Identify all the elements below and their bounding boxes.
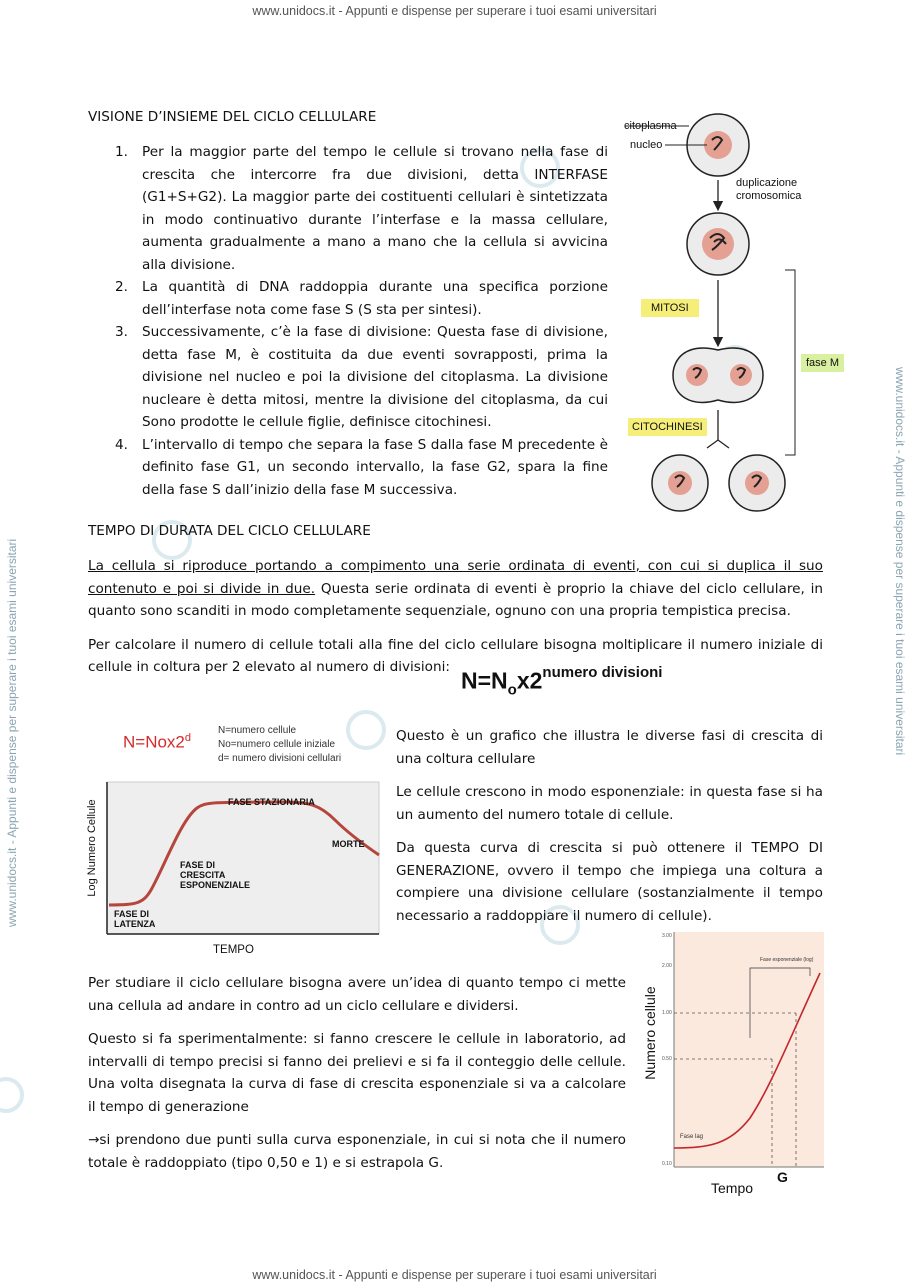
experiment-description: [88, 972, 626, 1185]
paragraph: Per studiare il ciclo cellulare bisogna avere un’idea di quanto tempo ci mette una cellula ad andare in contro ad un ciclo cellulare e dividersi.: [88, 975, 626, 1014]
paragraph: Questo si fa sperimentalmente: si fanno crescere le cellule in laboratorio, ad intervalli di tempo precisi si fanno dei prelievi e si fa il conteggio delle cellule. Una volta disegnata la curva di fase di crescita esponenziale si va a calcolare il tempo di generazione: [88, 1031, 626, 1115]
gen-xlabel: Tempo: [711, 1180, 754, 1196]
gen-ylabel: Numero cellule: [642, 986, 658, 1080]
label-line: FASE DI: [180, 860, 216, 870]
section-heading-duration: TEMPO DI DURATA DEL CICLO CELLULARE: [88, 523, 371, 539]
watermark-left: www.unidocs.it - Appunti e dispense per superare i tuoi esami universitari: [5, 538, 19, 927]
label-line: LATENZA: [114, 919, 156, 929]
label-cromosomica: cromosomica: [736, 190, 802, 202]
formula-x2: x2: [516, 667, 543, 694]
paragraph: [88, 555, 823, 623]
watermark-right: www.unidocs.it - Appunti e dispense per superare i tuoi esami universitari: [893, 367, 907, 756]
list-number: 4.: [115, 436, 128, 453]
label-fase-m: fase M: [801, 354, 844, 372]
list-item: [88, 321, 608, 434]
paragraph: →si prendono due punti sulla curva esponenziale, in cui si nota che il numero totale è raddoppiato (tipo 0,50 e 1) e si estrapola G.: [88, 1132, 626, 1171]
label-line: ESPONENZIALE: [180, 880, 251, 890]
legend-line: No=numero cellule iniziale: [218, 739, 336, 750]
gen-ytick: 1.00: [662, 1010, 672, 1016]
formula-exponent: numero divisioni: [542, 664, 663, 681]
label-duplicazione: duplicazione: [736, 177, 798, 189]
paragraph-rest: Questa serie ordinata di eventi è proprio la chiave del ciclo cellulare, in quanto sono scanditi in modo completamente sequenziale, ognuno con una propria tempistica precisa.: [88, 580, 823, 619]
growth-legend: [218, 724, 341, 766]
label-lag: [114, 909, 155, 929]
list-text: Successivamente, c’è la fase di divisione: Questa fase di divisione, detta fase M, è costituita da due eventi sovrapposti, prima la divisione nel nucleo e poi la divisione del citoplasma. La divisione nucleare è detta mitosi, mentre la divisione del citoplasma, da cui Sono prodotte le cellule figlie, definisce citochinesi.: [142, 324, 608, 430]
list-text: L’intervallo di tempo che separa la fase S dalla fase M precedente è definito fase G1, un secondo intervallo, la fase G2, spara la fine della fase S dall’inizio della fase M successiva.: [142, 436, 608, 498]
growth-formula-text: N=Nox2: [123, 732, 185, 752]
paragraph: Questo è un grafico che illustra le diverse fasi di crescita di una coltura cellulare: [396, 728, 823, 767]
list-number: 1.: [115, 144, 128, 160]
label-stationary: FASE STAZIONARIA: [228, 797, 315, 807]
growth-formula-exp: d: [184, 732, 192, 744]
dividing-cell: [673, 348, 763, 402]
gen-ytick: 3.00: [662, 933, 672, 939]
list-text: La quantità di DNA raddoppia durante una specifica porzione dell’interfase nota come fase S (S sta per sintesi).: [142, 279, 608, 318]
watermark-bottom: www.unidocs.it - Appunti e dispense per superare i tuoi esami universitari: [252, 1268, 657, 1282]
underlined-sentence: La cellula si riproduce portando a compimento una serie ordinata di eventi, con cui si duplica il suo contenuto e poi si divide in due.: [88, 558, 823, 597]
label-nucleo: nucleo: [630, 139, 663, 151]
growth-ylabel: Log Numero Cellule: [86, 799, 98, 897]
list-number: 3.: [115, 324, 128, 340]
daughter-cell-left: [652, 455, 708, 511]
label-exponential: [180, 860, 250, 890]
gen-ytick: 0.10: [662, 1161, 672, 1167]
gen-ytick: 2.00: [662, 963, 672, 969]
formula-large: [461, 664, 663, 699]
paragraph: Le cellule crescono in modo esponenziale: in questa fase si ha un aumento del numero totale di cellule.: [396, 784, 823, 823]
paragraph: Da questa curva di crescita si può ottenere il TEMPO DI GENERAZIONE, ovvero il tempo che impiega una coltura a compiere una divisione cellulare (sostanzialmente il tempo necessario a raddoppiare il numero di cellule).: [396, 840, 823, 924]
growth-xlabel: TEMPO: [213, 944, 254, 956]
list-item: [88, 141, 608, 276]
formula-n: N=N: [461, 667, 508, 694]
list-text: Per la maggior parte del tempo le cellule si trovano nella fase di crescita che intercorre fra due divisioni, detta INTERFASE (G1+S+G2). La maggior parte dei costituenti cellulari è sintetizzata in modo continuativo durante l’interfase e la massa cellulare, aumenta gradualmente a mano a mano che la cellula si avvicina alla divisione.: [142, 144, 608, 273]
growth-description: [396, 725, 823, 938]
overview-list: [88, 141, 608, 501]
gen-ytick: 0.50: [662, 1056, 672, 1062]
growth-formula: [123, 732, 191, 753]
label-citoplasma: citoplasma: [624, 120, 677, 132]
gen-lag-label: Fase lag: [680, 1134, 704, 1140]
gen-exp-label: Fase esponenziale (log): [760, 957, 814, 963]
duplicated-cell: [687, 213, 749, 275]
paragraph: Per calcolare il numero di cellule totali alla fine del ciclo cellulare bisogna moltiplicare il numero iniziale di cellule in coltura per 2 elevato al numero di divisioni:: [88, 636, 823, 675]
list-item: [88, 434, 608, 502]
label-mitosi: MITOSI: [641, 299, 699, 317]
legend-line: N=numero cellule: [218, 725, 297, 736]
legend-line: d= numero divisioni cellulari: [218, 753, 342, 764]
watermark-top: www.unidocs.it - Appunti e dispense per superare i tuoi esami universitari: [252, 4, 657, 18]
list-number: 2.: [115, 279, 128, 295]
list-item: [88, 276, 608, 321]
gen-g-label: G: [777, 1169, 788, 1185]
section-heading-overview: VISIONE D’INSIEME DEL CICLO CELLULARE: [88, 109, 377, 125]
label-death: MORTE: [332, 839, 365, 849]
daughter-cell-right: [729, 455, 785, 511]
label-citochinesi: CITOCHINESI: [628, 418, 707, 436]
formula-subscript: o: [507, 681, 517, 699]
label-line: FASE DI: [114, 909, 150, 919]
label-line: CRESCITA: [180, 870, 226, 880]
duration-paragraphs: [88, 555, 823, 690]
